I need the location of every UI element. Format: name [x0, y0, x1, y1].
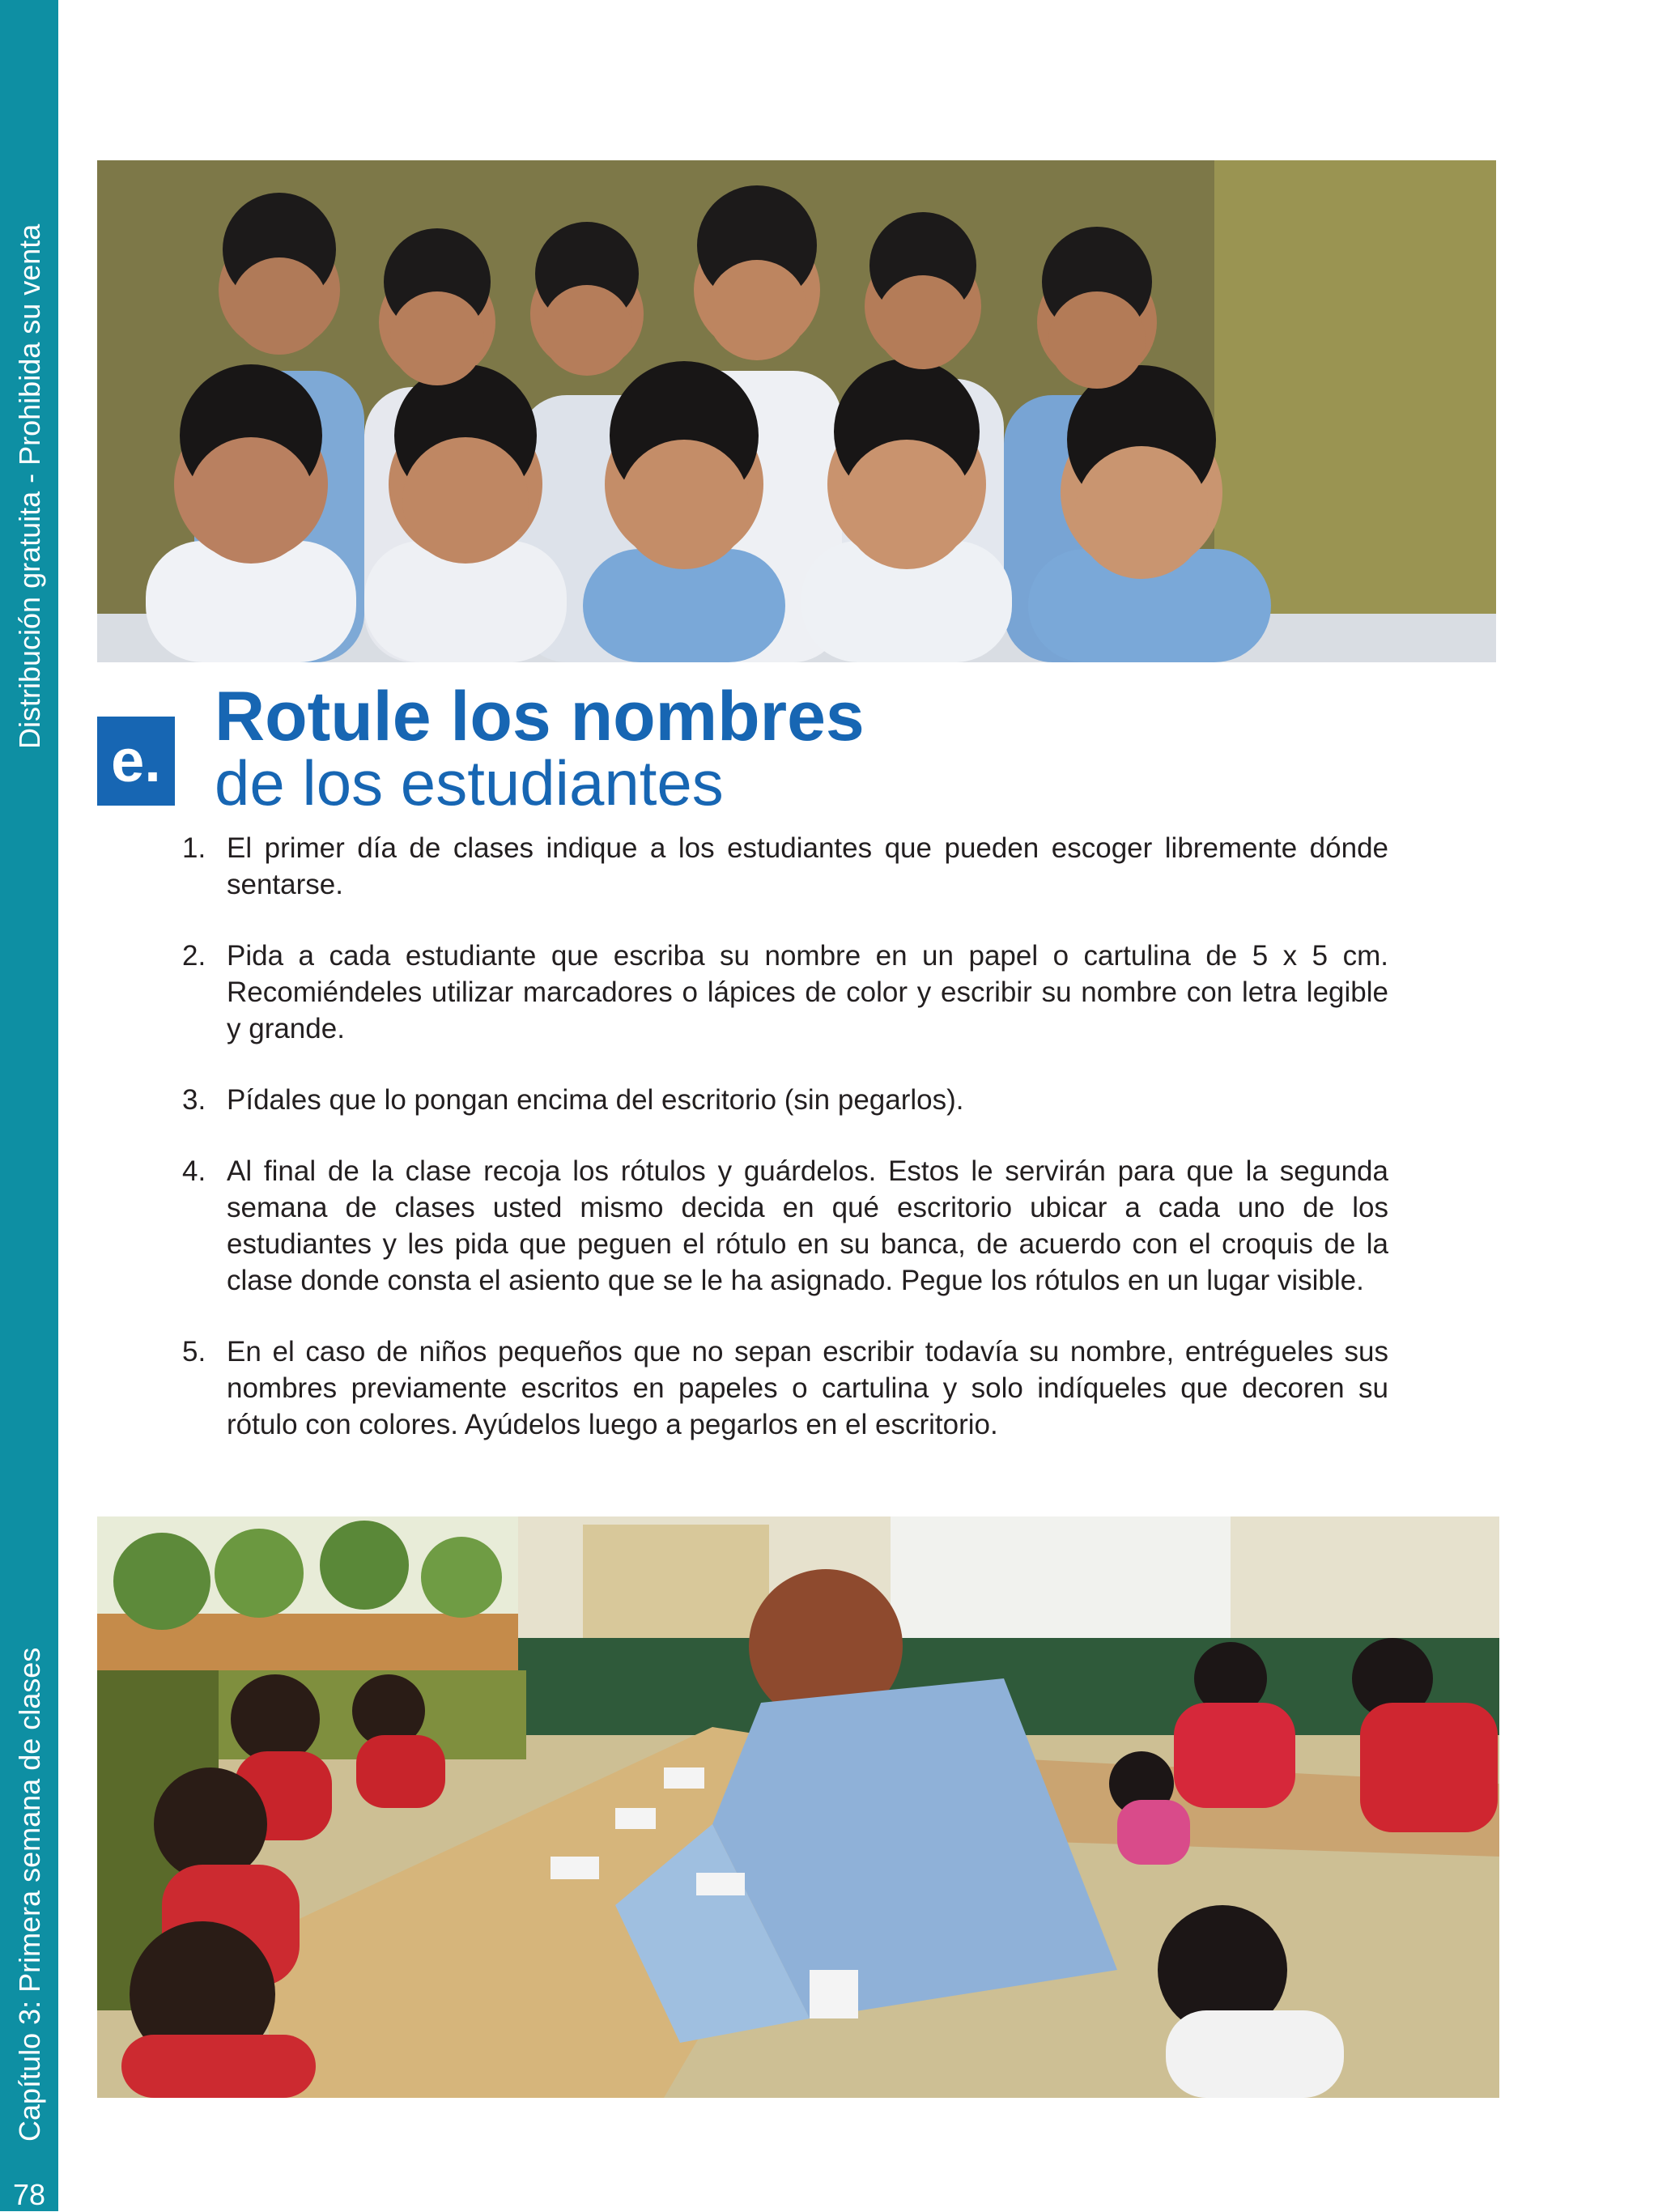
step-number: 5. — [182, 1336, 206, 1368]
students-group-photo — [97, 160, 1496, 662]
step-number: 2. — [182, 940, 206, 972]
list-item — [182, 1153, 1388, 1299]
classroom-photo — [97, 1516, 1499, 2098]
list-item — [182, 938, 1388, 1047]
list-item — [182, 1082, 1388, 1118]
step-number: 3. — [182, 1084, 206, 1116]
side-label-top-text: Distribución gratuita - Prohibida su venta — [13, 223, 46, 749]
section-badge: e. — [97, 717, 175, 806]
list-item — [182, 830, 1388, 903]
students-group-illustration — [97, 160, 1496, 662]
step-number: 1. — [182, 832, 206, 864]
section-subtitle: de los estudiantes — [215, 747, 724, 819]
step-text: Pida a cada estudiante que escriba su nombre en un papel o cartulina de 5 x 5 cm. Recomiéndeles utilizar marcadores o lápices de color y escribir su nombre con letra legible y grande. — [227, 940, 1388, 1044]
step-text: Al final de la clase recoja los rótulos y guárdelos. Estos le servirán para que la segunda semana de clases usted mismo decida en qué escritorio ubicar a cada uno de los estudiantes y les pida que peguen el rótulo en su banca, de acuerdo con el croquis de la clase donde consta el asiento que se le ha asignado. Pegue los rótulos en un lugar visible. — [227, 1155, 1388, 1296]
page-number: 78 — [12, 2178, 46, 2211]
side-label-top — [0, 0, 58, 749]
section-title: Rotule los nombres — [215, 678, 865, 755]
step-text: Pídales que lo pongan encima del escritorio (sin pegarlos). — [227, 1084, 964, 1116]
list-item — [182, 1334, 1388, 1443]
side-label-bottom-text: Capítulo 3: Primera semana de clases — [13, 1647, 46, 2142]
step-text: En el caso de niños pequeños que no sepan escribir todavía su nombre, entrégueles sus nombres previamente escritos en papeles o cartulina y solo indíqueles que decoren su rótulo con colores. Ayúdelos luego a pegarlos en el escritorio. — [227, 1336, 1388, 1440]
step-text: El primer día de clases indique a los estudiantes que pueden escoger libremente dónde sentarse. — [227, 832, 1388, 900]
classroom-illustration — [97, 1516, 1499, 2098]
step-number: 4. — [182, 1155, 206, 1187]
steps-list — [182, 830, 1388, 1478]
side-label-bottom — [0, 1542, 58, 2142]
